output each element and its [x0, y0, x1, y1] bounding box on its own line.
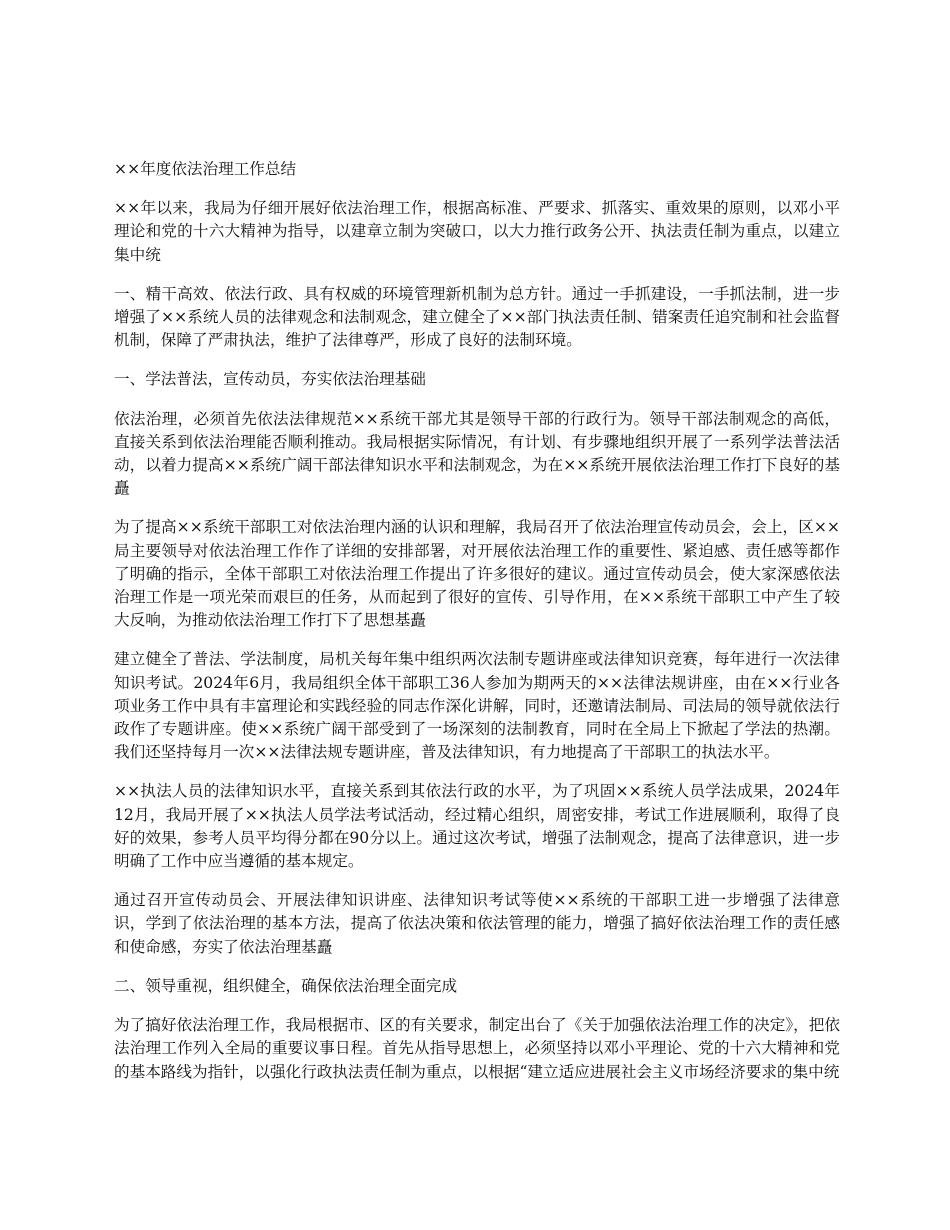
section-heading-2: 二、领导重视，组织健全，确保依法治理全面完成 [114, 976, 458, 995]
paragraph-section2-a: 为了搞好依法治理工作，我局根据市、区的有关要求，制定出台了《关于加强依法治理工作的决定》，把依法治理工作列入全局的重要议事日程。首先从指导思想上，必须坚持以邓小平理论、党的十六大精神和党的基本路线为指针，以强化行政执法责任制为重点，以根据“建立适应进展社会主义市场经济要求的集中统 [114, 1016, 840, 1081]
paragraph-intro: ××年以来，我局为仔细开展好依法治理工作，根据高标准、严要求、抓落实、重效果的原则，以邓小平理论和党的十六大精神为指导，以建章立制为突破口，以大力推行政务公开、执法责任制为重点，以建立集中统 [114, 199, 840, 264]
document-title: ××年度依法治理工作总结 [114, 160, 297, 178]
section-heading-1: 一、学法普法，宣传动员，夯实依法治理基础 [114, 370, 426, 389]
paragraph-section1-b: 为了提高××系统干部职工对依法治理内涵的认识和理解，我局召开了依法治理宣传动员会，会上，区××局主要领导对依法治理工作作了详细的安排部署，对开展依法治理工作的重要性、紧迫感、责任感等都作了明确的指示，全体干部职工对依法治理工作提出了许多很好的建议。通过宣传动员会，使大家深感依法治理工作是一项光荣而艰巨的任务，从而起到了很好的宣传、引导作用，在××系统干部职工中产生了较大反响，为推动依法治理工作打下了思想基矗 [114, 518, 840, 630]
document-page [114, 158, 840, 1100]
paragraph-section1-d: ××执法人员的法律知识水平，直接关系到其依法行政的水平，为了巩固××系统人员学法成果，2024年12月，我局开展了××执法人员学法考试活动，经过精心组织，周密安排，考试工作进展顺利，取得了良好的效果，参考人员平均得分都在90分以上。通过这次考试，增强了法制观念，提高了法律意识，进一步明确了工作中应当遵循的基本规定。 [114, 782, 840, 871]
paragraph-section1-a: 依法治理，必须首先依法法律规范××系统干部尤其是领导干部的行政行为。领导干部法制观念的高低，直接关系到依法治理能否顺利推动。我局根据实际情况，有计划、有步骤地组织开展了一系列学法普法活动，以着力提高××系统广阔干部法律知识水平和法制观念，为在××系统开展依法治理工作打下良好的基矗 [114, 409, 840, 498]
paragraph-section1-c: 建立健全了普法、学法制度，局机关每年集中组织两次法制专题讲座或法律知识竞赛，每年进行一次法律知识考试。2024年6月，我局组织全体干部职工36人参加为期两天的××法律法规讲座，由在××行业各项业务工作中具有丰富理论和实践经验的同志作深化讲解，同时，还邀请法制局、司法局的领导就依法行政作了专题讲座。使××系统广阔干部受到了一场深刻的法制教育，同时在全局上下掀起了学法的热潮。我们还坚持每月一次××法律法规专题讲座，普及法律知识，有力地提高了干部职工的执法水平。 [114, 650, 840, 762]
paragraph-section1-e: 通过召开宣传动员会、开展法律知识讲座、法律知识考试等使××系统的干部职工进一步增强了法律意识，学到了依法治理的基本方法，提高了依法决策和依法管理的能力，增强了搞好依法治理工作的责任感和使命感，夯实了依法治理基矗 [114, 891, 840, 956]
paragraph-guideline: 一、精干高效、依法行政、具有权威的环境管理新机制为总方针。通过一手抓建设，一手抓法制，进一步增强了××系统人员的法律观念和法制观念，建立健全了××部门执法责任制、错案责任追究制和社会监督机制，保障了严肃执法，维护了法律尊严，形成了良好的法制环境。 [114, 284, 840, 350]
